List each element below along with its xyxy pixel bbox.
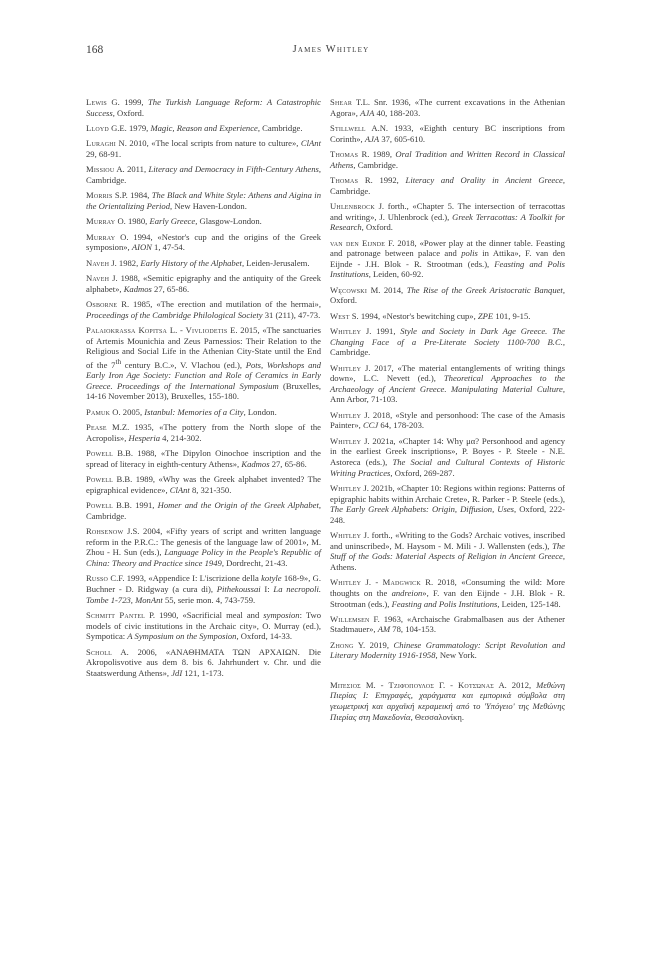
reference-text: (Bruxelles, 14-16 November 2013), Bruxelles, 155-180. xyxy=(86,380,321,402)
reference-title: Magic, Reason and Experience xyxy=(150,122,258,133)
reference-title: AM xyxy=(377,624,391,635)
reference-author: Whitley xyxy=(330,326,362,337)
reference-text: , Oxford. xyxy=(361,222,393,233)
reference-entry xyxy=(330,530,565,572)
reference-text: 64, 178-203. xyxy=(378,420,425,431)
reference-text: 27, 65-86. xyxy=(151,283,190,294)
reference-title: andreion xyxy=(391,587,423,598)
reference-text: J. forth., «Chapter 5. The intersection of terracottas and writing», J. Uhlenbrock (ed.), xyxy=(330,200,565,222)
reference-text: , Oxford, 14-33. xyxy=(236,631,293,642)
reference-text: M.Z. 1935, «The pottery from the North slope of the Acropolis», xyxy=(86,422,321,443)
reference-title: Early Greece xyxy=(149,216,196,227)
reference-text: J. 2017, «The material entanglements of writing things down», L.C. Nevett (ed.), xyxy=(330,362,565,384)
reference-title: Chinese Grammatology: Script Revolution and Literary Modernity 1916-1958 xyxy=(330,639,565,661)
reference-text: 4, 214-302. xyxy=(160,432,202,443)
reference-title: Literacy and Orality in Ancient Greece xyxy=(405,174,563,185)
reference-text: : Two models of civic institutions in the Archaic city», O. Murray (ed.), Sympotica: xyxy=(86,609,321,642)
reference-text: , Cambridge. xyxy=(257,122,303,133)
reference-text: , Leiden, 60-92. xyxy=(368,269,424,280)
reference-text: 37, 605-610. xyxy=(379,133,426,144)
bibliography-right-column xyxy=(330,97,565,727)
reference-entry xyxy=(330,285,565,306)
reference-title: kotyle xyxy=(261,573,282,584)
reference-text: B.B. 1989, «Why was the Greek alphabet invented? The epigraphical evidence», xyxy=(86,474,321,495)
reference-text: O. 1980, xyxy=(117,216,150,227)
reference-title: The Turkish Language Reform: A Catastrophic Success xyxy=(86,97,321,118)
reference-author: Whitley xyxy=(330,409,362,420)
reference-author: Missiou xyxy=(86,164,115,175)
reference-author: Whitley xyxy=(330,530,362,541)
reference-title: CCJ xyxy=(362,420,379,431)
reference-entry xyxy=(86,407,321,418)
reference-title: Literacy and Democracy in Fifth-Century Athens xyxy=(148,164,319,175)
reference-title: Language Policy in the People's Republic of China: Theory and Practice since 1949 xyxy=(86,547,322,568)
reference-title: ClAnt xyxy=(169,484,190,495)
reference-author: Lewis xyxy=(86,97,107,107)
reference-text: J. 2018, «Style and personhood: The case of the Amasis Painter», xyxy=(330,409,565,431)
reference-text: J. forth., «Writing to the Gods? Archaic votives, inscribed and uninscribed», M. Haysom - M. Mili - J. Wallensten (eds.), xyxy=(330,530,565,551)
reference-title: Istanbul: Memories of a City xyxy=(144,406,244,417)
reference-text: L. - xyxy=(169,325,186,336)
reference-author: Naveh xyxy=(86,273,110,284)
reference-entry xyxy=(330,201,565,233)
reference-entry xyxy=(330,363,565,405)
reference-text: , Oxford, 222-248. xyxy=(330,504,566,525)
reference-text: , Oxford, 269-287. xyxy=(390,467,455,478)
reference-author: Palaiokrassa Kopitsa xyxy=(86,325,168,336)
reference-entry xyxy=(330,326,565,358)
reference-text: , Cambridge. xyxy=(330,336,565,358)
reference-title: JdI xyxy=(171,667,183,678)
reference-author: Μπέσιος xyxy=(330,679,361,690)
reference-text: , Oxford. xyxy=(330,284,565,306)
reference-entry xyxy=(86,273,321,294)
reference-text: J. 2021a, «Chapter 14: Why μα? Personhood and agency in the earliest Greek inscriptions», P. Boyes - P. Steele - N.E. Astoreca (eds.), xyxy=(330,435,566,467)
reference-text: , Dordrecht, 21-43. xyxy=(221,557,288,568)
reference-title: Oral Tradition and Written Record in Classical Athens xyxy=(330,148,566,170)
reference-text: O. 2005, xyxy=(112,406,145,417)
reference-entry xyxy=(86,474,321,495)
reference-entry xyxy=(86,216,321,227)
reference-title: Theoretical Approaches to the Archaeology of Ancient Greece. Manipulating Material Culture xyxy=(330,373,565,394)
reference-author: Russo xyxy=(86,573,109,584)
reference-text: in Attika», F. van den Eijnde - J.H. Blok - R. Strootman (eds.), xyxy=(330,248,566,269)
reference-author: Luraghi xyxy=(86,138,116,149)
reference-text: Γ. - xyxy=(434,679,458,690)
reference-title: AJA xyxy=(364,133,380,144)
reference-text: J. 1982, xyxy=(111,257,141,268)
reference-author: Whitley xyxy=(330,482,362,493)
reference-text: Α. 2012, xyxy=(493,679,537,690)
reference-text: », F. van den Eijnde - J.H. Blok - R. Strootman (eds.), xyxy=(330,587,565,609)
reference-author: van den Eijnde xyxy=(330,237,386,248)
reference-title: Μεθώνη Πιερίας Ι: Επιγραφές, χαράγματα και εμπορικά σύμβολα στη γεωμετρική και αρχαϊκή κεραμεική από το 'Υπόγειο' της Μεθώνης Πιερίας στη Μακεδονία xyxy=(330,679,565,722)
reference-entry xyxy=(86,258,321,269)
reference-text: C.F. 1993, «Appendice I: L'iscrizione della xyxy=(110,573,262,584)
reference-text: , Oxford. xyxy=(112,107,145,118)
reference-title: ZPE xyxy=(477,310,494,321)
reference-title: La necropoli. Tombe 1-723, MonAnt xyxy=(86,583,322,605)
reference-author: Węcowski xyxy=(330,284,368,295)
reference-coauthor: Κοτσώνας xyxy=(458,679,494,690)
reference-text: R. 1989, xyxy=(361,148,396,159)
reference-text: R. 2018, «Consuming the wild: More thoughts on the xyxy=(330,577,565,598)
reference-coauthor: Madgwick xyxy=(382,577,421,588)
reference-entry xyxy=(86,422,321,443)
bibliography-left-column xyxy=(86,97,321,683)
reference-text: O. 1994, «Nestor's cup and the origins of the Greek symposion», xyxy=(86,231,321,253)
reference-title: Kadmos xyxy=(123,283,152,294)
reference-author: Whitley xyxy=(330,362,362,373)
reference-title: Feasting and Polis Institutions xyxy=(391,598,498,609)
reference-author: Thomas xyxy=(330,174,359,185)
reference-entry xyxy=(86,232,321,253)
reference-author: Pamuk xyxy=(86,406,111,417)
reference-author: Morris xyxy=(86,190,113,201)
reference-text: R. 1985, «The erection and mutilation of the hermai», xyxy=(121,299,322,310)
reference-author: Whitley xyxy=(330,577,362,588)
reference-text: , New York. xyxy=(435,650,477,661)
reference-title: Pots, Workshops and Early Iron Age Society: Function and Role of Ceramics in Early Greece. Proceedings of the International Symposium xyxy=(86,359,321,391)
reference-entry xyxy=(86,138,321,159)
reference-text: 121, 1-173. xyxy=(182,667,224,678)
reference-title: Early History of the Alphabet xyxy=(140,257,242,268)
reference-text: , Leiden-Jerusalem. xyxy=(241,257,310,268)
reference-coauthor: Τζιφόπουλος xyxy=(388,679,435,690)
reference-text: A. 2006, «ΑΝΑΘΗΜΑΤΑ ΤΩΝ ΑΡΧΑΙΩΝ. Die Akropolisvotive aus dem 8. bis 6. Jahrhundert v. Chr. und die Staatswerdung Athens», xyxy=(86,646,321,678)
reference-text: , Cambridge. xyxy=(86,500,321,521)
reference-text: 55, serie mon. 4, 743-759. xyxy=(162,594,256,605)
reference-entry xyxy=(86,190,321,211)
running-head: James Whitley xyxy=(292,44,370,55)
reference-text: , Cambridge. xyxy=(353,159,399,170)
reference-text: J. 1991, xyxy=(365,326,401,337)
reference-text: Μ. - xyxy=(365,679,389,690)
reference-title: The Stuff of the Gods: Material Aspects of Religion in Ancient Greece xyxy=(330,540,565,562)
reference-entry xyxy=(86,325,321,402)
reference-author: Schmitt Pantel xyxy=(86,609,146,620)
reference-entry xyxy=(86,500,321,521)
reference-entry xyxy=(86,299,321,320)
reference-author: Powell xyxy=(86,474,113,485)
reference-text: P. 1990, «Sacrificial meal and xyxy=(149,609,264,620)
reference-text: N. 2010, «The local scripts from nature to culture», xyxy=(118,138,301,149)
reference-text: , Θεσσαλονίκη. xyxy=(410,711,465,722)
reference-author: Pease xyxy=(86,422,107,433)
reference-author: Thomas xyxy=(330,148,359,159)
reference-text: B.B. 1991, xyxy=(116,500,158,511)
reference-entry xyxy=(330,97,565,118)
reference-entry xyxy=(86,123,321,134)
section-gap xyxy=(330,666,565,680)
reference-text: J. 2021b, «Chapter 10: Regions within regions: Patterns of epigraphic habits within Archaic Crete», R. Parker - P. Steele (eds.), xyxy=(330,482,565,504)
reference-author: Osborne xyxy=(86,299,118,310)
reference-title: Hesperia xyxy=(128,432,161,443)
reference-title: AION xyxy=(131,242,152,253)
reference-text: S. 1994, «Nestor's bewitching cup», xyxy=(351,310,478,321)
reference-text: J. 1988, «Semitic epigraphy and the antiquity of the Greek alphabet», xyxy=(86,273,321,294)
reference-entry xyxy=(86,573,321,605)
reference-title: AJA xyxy=(360,107,375,118)
reference-author: Lloyd xyxy=(86,122,109,133)
reference-text: 78, 104-153. xyxy=(390,624,436,635)
reference-title: polis xyxy=(461,248,478,259)
reference-text: F. 1963, «Archaische Grabmalbasen aus der Athener Stadtmauer», xyxy=(330,613,565,635)
reference-author: Willemsen xyxy=(330,613,370,624)
reference-text: I: xyxy=(260,583,274,594)
reference-text: S.P. 1984, xyxy=(114,190,152,201)
reference-title: Feasting and Polis Institutions xyxy=(330,258,565,280)
reference-title: The Early Greek Alphabets: Origin, Diffusion, Uses xyxy=(330,504,515,515)
superscript: th xyxy=(115,357,122,366)
reference-text: 1, 47-54. xyxy=(151,242,185,253)
reference-title: The Rise of the Greek Aristocratic Banquet xyxy=(406,284,563,295)
reference-title: Homer and the Origin of the Greek Alphabet xyxy=(157,500,319,511)
reference-author: Rohsenow xyxy=(86,526,124,537)
reference-title: symposion xyxy=(263,609,300,620)
reference-text: E. 2015, «The sanctuaries of Artemis Mounichia and Zeus Parnessios: Their Relation to the Religious and Social Life in the Athenian City-State until the End of the 7 xyxy=(86,325,321,370)
reference-entry xyxy=(86,97,321,118)
reference-title: ClAnt xyxy=(300,138,321,149)
reference-entry xyxy=(86,610,321,642)
reference-title: Proceedings of the Cambridge Philological Society xyxy=(86,309,263,320)
reference-author: Shear xyxy=(330,97,353,107)
page-header xyxy=(86,44,576,60)
reference-text: 101, 9-15. xyxy=(493,310,531,321)
reference-entry xyxy=(330,640,565,661)
reference-text: 31 (211), 47-73. xyxy=(262,309,321,320)
reference-author: Naveh xyxy=(86,257,110,268)
reference-title: Greek Terracottas: A Toolkit for Research xyxy=(330,211,565,233)
reference-text: T.L. Snr. 1936, «The current excavations in the Athenian Agora», xyxy=(330,97,566,118)
reference-text: M. 2014, xyxy=(370,284,407,295)
reference-author: Murray xyxy=(86,231,116,242)
reference-text: , Glasgow-London. xyxy=(195,216,262,227)
reference-author: Powell xyxy=(86,500,113,511)
reference-text: , Athens. xyxy=(330,551,565,572)
reference-text: , Cambridge. xyxy=(330,174,565,196)
reference-text: century B.C.», V. Vlachou (ed.), xyxy=(121,359,246,370)
reference-text: G.E. 1979, xyxy=(111,122,151,133)
reference-text: , Leiden, 125-148. xyxy=(497,598,561,609)
reference-text: , London. xyxy=(243,406,277,417)
reference-entry xyxy=(330,577,565,609)
reference-text: 27, 65-86. xyxy=(269,458,307,469)
reference-entry xyxy=(330,238,565,280)
reference-text: G. 1999, xyxy=(111,97,148,107)
reference-text: Y. 2019, xyxy=(357,639,394,650)
reference-text: , Cambridge. xyxy=(86,164,321,185)
reference-entry xyxy=(330,410,565,431)
reference-title: Pithekoussai xyxy=(216,583,261,594)
reference-text: , New Haven-London. xyxy=(170,200,247,211)
reference-title: Kadmos xyxy=(241,458,270,469)
reference-author: Zhong xyxy=(330,639,354,650)
reference-entry xyxy=(330,436,565,478)
reference-entry xyxy=(330,123,565,144)
reference-coauthor: Vivliodetis xyxy=(185,325,228,336)
reference-entry xyxy=(86,526,321,568)
reference-text: , Ann Arbor, 71-103. xyxy=(330,383,565,405)
page-number: 168 xyxy=(86,44,104,56)
reference-author: Scholl xyxy=(86,646,112,657)
reference-title: Style and Society in Dark Age Greece. The Changing Face of a Pre-Literate Society 1100-700 B.C. xyxy=(330,326,565,347)
reference-entry xyxy=(330,483,565,525)
reference-text: B.B. 1988, «The Dipylon Oinochoe inscription and the spread of literacy in eighth-century Athens», xyxy=(86,448,321,469)
reference-text: A. 2011, xyxy=(116,164,149,175)
reference-entry xyxy=(330,175,565,196)
reference-author: Stillwell xyxy=(330,122,366,133)
reference-text: J.S. 2004, «Fifty years of script and written language reform in the P.R.C.: The genesis of the language law of 2001», M. Zhou - H. Sun (eds.), xyxy=(86,526,321,558)
reference-text: 168-9», G. Buchner - D. Ridgway (a cura di), xyxy=(86,573,321,594)
reference-entry xyxy=(330,614,565,635)
reference-author: West xyxy=(330,310,350,321)
reference-entry xyxy=(86,647,321,679)
reference-text: A.N. 1933, «Eighth century BC inscriptions from Corinth», xyxy=(330,122,565,144)
reference-author: Powell xyxy=(86,448,113,459)
reference-author: Murray xyxy=(86,216,116,227)
reference-title: The Social and Cultural Contexts of Historic Writing Practices xyxy=(330,456,565,478)
reference-text: 29, 68-91. xyxy=(86,148,122,159)
reference-entry xyxy=(86,164,321,185)
reference-text: F. 2018, «Power play at the dinner table. Feasting and patronage between palace and xyxy=(330,237,565,259)
reference-title: The Black and White Style: Athens and Aigina in the Orientalizing Period xyxy=(86,190,321,211)
reference-entry xyxy=(86,448,321,469)
reference-title: A Symposium on the Symposion xyxy=(127,631,237,642)
reference-author: Whitley xyxy=(330,435,362,446)
reference-text: R. 1992, xyxy=(364,174,406,185)
reference-entry xyxy=(330,311,565,322)
reference-text: J. - xyxy=(365,577,383,588)
reference-text: 40, 188-203. xyxy=(374,107,421,118)
reference-author: Uhlenbrock xyxy=(330,200,375,211)
reference-entry xyxy=(330,149,565,170)
reference-entry xyxy=(330,680,565,722)
reference-text: 8, 321-350. xyxy=(189,484,232,495)
